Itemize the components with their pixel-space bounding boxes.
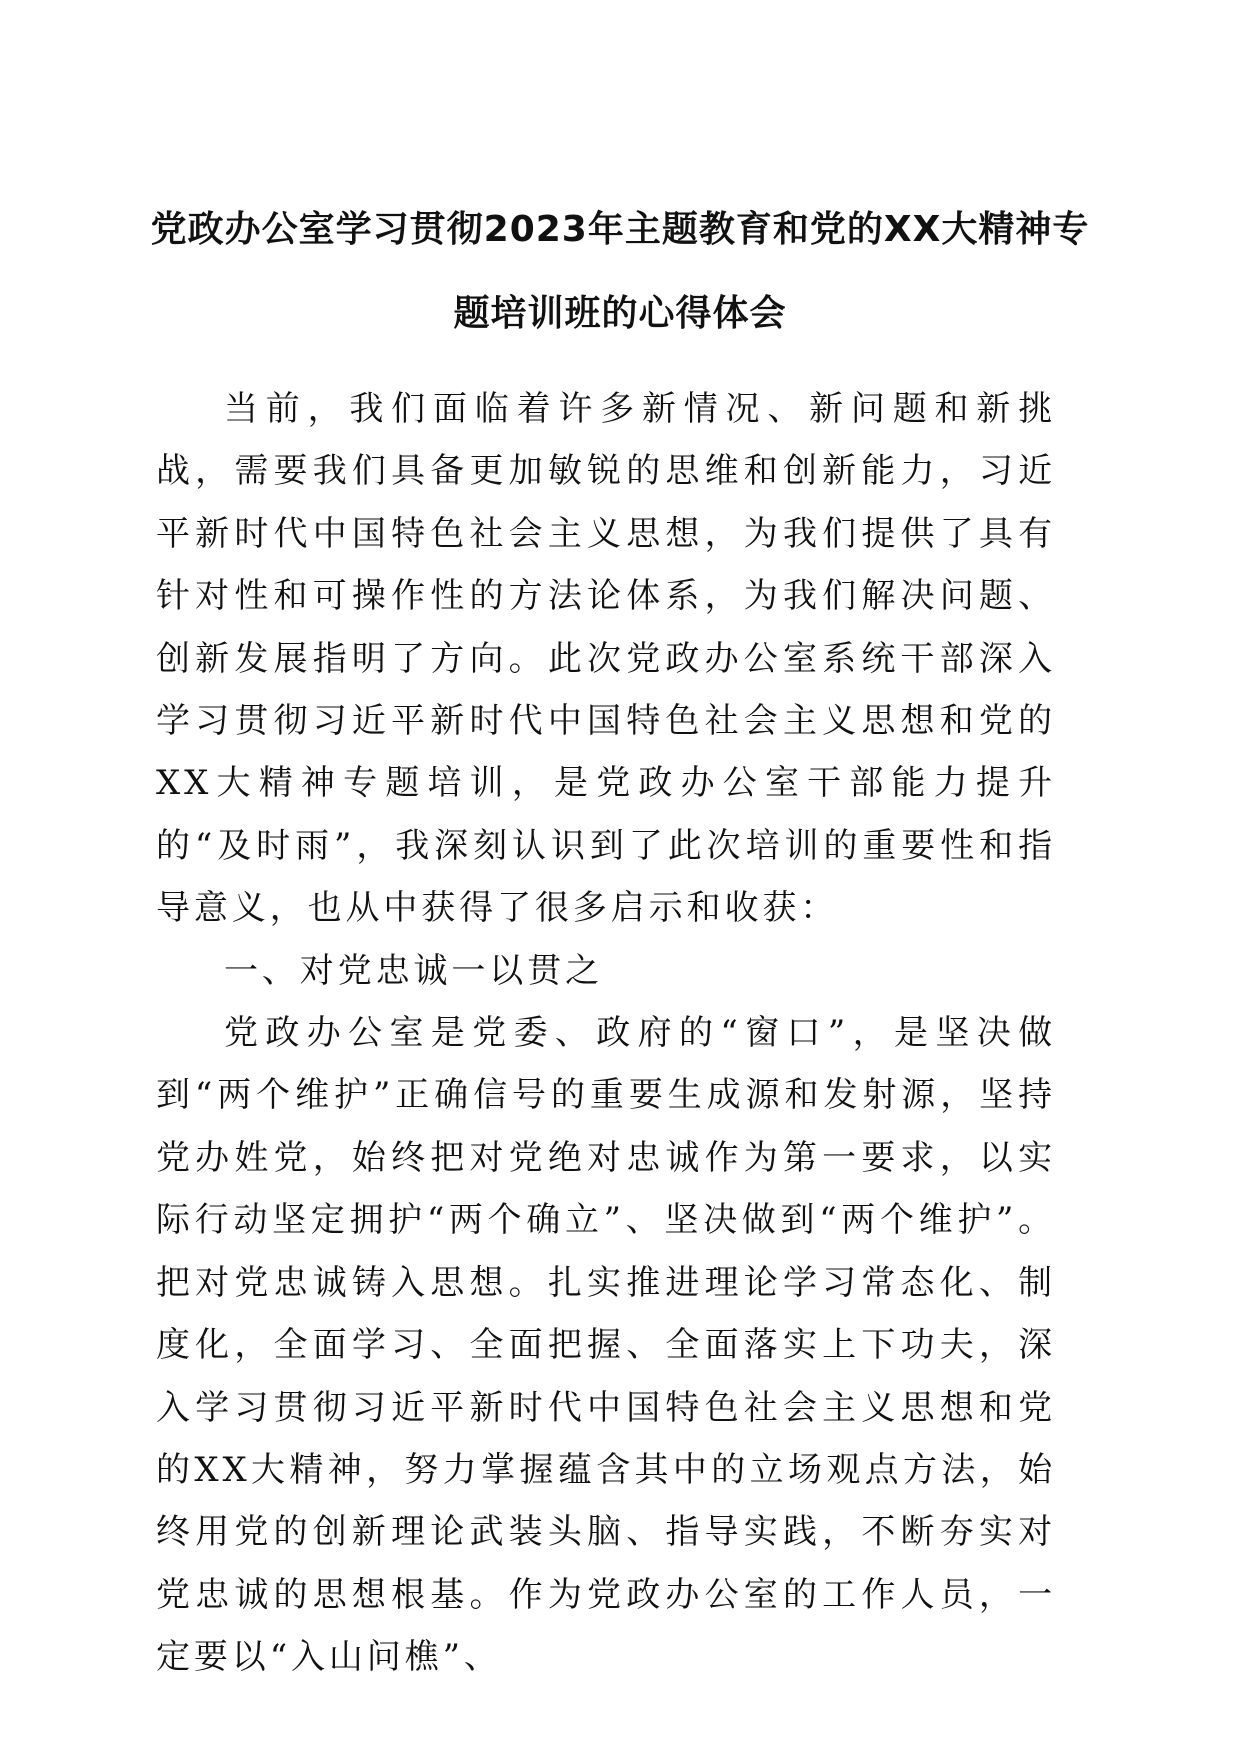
paragraph-section-1: 党政办公室是党委、政府的“窗口”，是坚决做到“两个维护”正确信号的重要生成源和发射源，坚持党办姓党，始终把对党绝对忠诚作为第一要求，以实际行动坚定拥护“两个确立”、坚决做到“两个维护”。把对党忠诚铸入思想。扎实推进理论学习常态化、制度化，全面学习、全面把握、全面落实上下功夫，深入学习贯彻习近平新时代中国特色社会主义思想和党的XX大精神，努力掌握蕴含其中的立场观点方法，始终用党的创新理论武装头脑、指导实践，不断夯实对党忠诚的思想根基。作为党政办公室的工作人员，一定要以“入山问樵”、 (156, 1013, 1056, 1678)
document-body (156, 378, 1056, 1689)
document-title: 党政办公室学习贯彻2023年主题教育和党的XX大精神专题培训班的心得体会 (150, 209, 1090, 334)
paragraph-intro: 当前，我们面临着许多新情况、新问题和新挑战，需要我们具备更加敏锐的思维和创新能力，习近平新时代中国特色社会主义思想，为我们提供了具有针对性和可操作性的方法论体系，为我们解决问题、创新发展指明了方向。此次党政办公室系统干部深入学习贯彻习近平新时代中国特色社会主义思想和党的XX大精神专题培训，是党政办公室干部能力提升的“及时雨”，我深刻认识到了此次培训的重要性和指导意义，也从中获得了很多启示和收获： (156, 389, 1056, 929)
section-heading-1: 一、对党忠诚一以贯之 (224, 950, 603, 991)
